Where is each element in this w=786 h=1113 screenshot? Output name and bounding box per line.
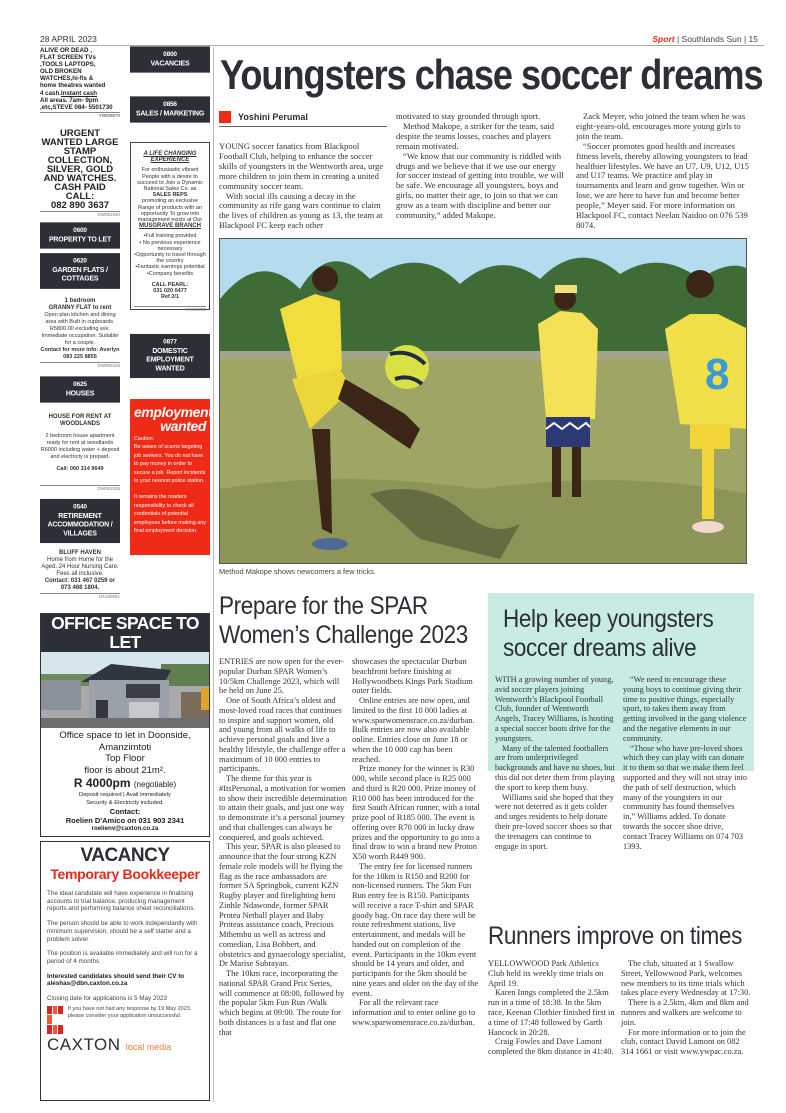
category-label: RETIREMENT ACCOMMODATION / VILLAGES	[47, 512, 113, 538]
contact-label: Contact:	[109, 807, 141, 816]
ad-employment-wanted	[130, 399, 213, 555]
price-note: (negotiable)	[133, 780, 177, 789]
ad-line: GRANNY FLAT to rent	[48, 305, 112, 312]
category-label: VACANCIES	[150, 59, 190, 67]
ad-reference: DW000429	[40, 362, 120, 369]
byline	[219, 111, 387, 127]
contact-phone: Roelien D'Amico on 031 903 2341	[65, 816, 185, 825]
ad-headline: employment	[134, 404, 213, 420]
ad-note: If you have not had any response by 19 May 2023, please consider your application unsuccessful.	[67, 1005, 192, 1019]
ad-house-woodlands	[40, 414, 120, 492]
paragraph: Craig Fowles and Dave Lamont completed the 8km distance in 41:40.	[488, 1037, 614, 1057]
author-name: Yoshini Perumal	[238, 112, 308, 122]
ad-line: All areas. 7am- 9pm	[40, 96, 99, 104]
ad-line: CASH PAID	[54, 181, 106, 193]
help-article-col-1	[495, 675, 615, 851]
ad-paragraph: The position is available immediately and will run for a period of 4 months	[47, 950, 198, 965]
paragraph: Method Makope, a striker for the team, said despite the teams losses, coaches and players remain motivated.	[396, 120, 555, 151]
ad-text: 4 cash.	[40, 89, 61, 97]
ad-bullet: •Company benefits	[146, 270, 194, 277]
headline-line: Help keep youngsters	[503, 605, 714, 633]
ad-contact: Contact: 031 467 0259 or 073 468 1804.	[44, 578, 116, 592]
ad-bullet: •Full training provided	[143, 233, 197, 240]
ad-contact-label: CALL PEARL:	[151, 281, 189, 288]
runners-headline: Runners improve on times	[488, 922, 742, 950]
paragraph: The 10km race, incorporating the national SPAR Grand Prix Series, will commence at 08:00, followed by the popular 5km Fun Run /Walk which begins at 09:00. The route for both distances is a fast and flat one that	[219, 969, 345, 1037]
main-article-col-2	[396, 112, 566, 221]
headline-line: Prepare for the SPAR	[219, 592, 428, 620]
page-date: 28 APRIL 2023	[40, 34, 97, 44]
vacancy-ad	[40, 841, 210, 1101]
paragraph: “Those who have pre-loved shoes which they can play with can donate it to them so that we make them feel supported and they will not stray into the path of self destruction, which many of the youngsters in our community has found themselves in,” Williams added. To donate towards the soccer shoe drive, contact Tracey Williams on 074 703 1393.	[623, 743, 747, 851]
publication-name: Southlands Sun	[681, 34, 742, 44]
building-image	[41, 652, 209, 728]
ad-line: 082 890 3637	[50, 199, 110, 211]
help-article-col-2	[623, 675, 748, 851]
ad-line: home theatres wanted	[40, 82, 106, 90]
help-headline	[503, 605, 713, 663]
category-code: 0600	[73, 226, 87, 234]
ad-line: URGENT	[59, 127, 101, 139]
paragraph: Prize money for the winner is R30 000, while second place is R25 000 and third is R20 000. Prize money of R10 000 has been introduced for the first South African runner, with a total prize pool of R185 000. The event is offering over R70 000 in lucky draw prizes and the opportunity to go into a final draw to win a brand new Proton X50 worth R449 900.	[352, 764, 480, 861]
paragraph: For more information or to join the club, contact David Lamont on 082 314 1661 or visit www.ywpac.co.za.	[621, 1027, 746, 1057]
ad-headline: OFFICE SPACE TO LET	[41, 614, 209, 652]
ad-branch: MUSGRAVE BRANCH	[139, 223, 201, 230]
category-0540	[40, 499, 120, 543]
ad-line: Deposit required | Avail immediately	[79, 792, 171, 798]
runners-article-col-1	[488, 959, 616, 1057]
ad-reference: DW051935	[40, 485, 120, 492]
ad-headline: A LIFE CHANGING EXPERIENCE	[143, 151, 197, 164]
category-code: 0625	[73, 380, 87, 389]
caxton-logo-row	[47, 1006, 203, 1034]
paragraph: Online entries are now open, and limited to the first 10 000 ladies at www.sparwomensrace.co.za/durban. Bulk entries are now also available online. Entries close on June 18 or when the 10 000 cap has been reached.	[352, 696, 475, 764]
classifieds-column-2	[130, 47, 213, 555]
ad-line: OLD BROKEN	[40, 68, 82, 76]
spar-headline	[219, 592, 468, 650]
ad-body: It remains the readers responsibility to check all credentials of potential employees before making any final employment decision.	[134, 494, 206, 535]
paragraph: With social ills causing a decay in the community as rife gang wars continue to claim the lives of children as young as 13, the team at Blackpool FC keep each other	[219, 190, 383, 231]
ad-line: Amanzimtoti	[98, 741, 152, 753]
ad-bullet: •Opportunity to travel through the country	[134, 252, 206, 265]
ad-reference: UX190091	[40, 593, 120, 600]
ad-line: AND WATCHES.	[43, 172, 117, 184]
paragraph: The theme for this year is #ItsPersonal, a motivation for women to show their incredible determination to attain their goals, and just one way to demonstrate it’s a personal journey and that challenges can always be conquered, and goals achieved.	[219, 774, 347, 842]
office-building-photo	[41, 652, 209, 728]
main-article-col-3	[576, 112, 751, 231]
paragraph: YELLOWWOOD Park Athletics Club held its weekly time trials on April 19.	[488, 959, 604, 988]
ad-line: floor is about 21m².	[84, 764, 166, 776]
ad-bluff-haven	[40, 550, 120, 600]
ad-line: COLLECTION,	[47, 154, 113, 166]
ad-reference: YN005730	[134, 306, 206, 313]
category-label: SALES / MARKETING	[135, 109, 205, 117]
ad-line: CALL:	[65, 190, 95, 202]
soccer-players-image	[220, 239, 747, 564]
runners-article-col-2	[621, 959, 751, 1057]
ad-body: For enthusiastic vibrant People with a desire to succeed to Join a Dynamic National Sales Co. as	[137, 167, 203, 193]
main-article-col-1	[219, 142, 387, 231]
ad-reference: YN005670	[40, 112, 120, 119]
paragraph: The club, situated at 1 Swallow Street, Yellowwood Park, welcomes new members to its time trials which takes place every Wednesday at 17:30.	[621, 959, 751, 998]
paragraph: This year, SPAR is also pleased to announce that the four strong KZN female role models will be flying the flag as the race ambassadors are former SA Springbok, current KZN Rugby player and firelighting hero Zinhle Ndawonde, former SPAR Protea Netball player and Baby Proteas assistance coach, Precious Mthembu as well as actress and comedian, Lisa Bobbert, and obstetrics and gynaecology specialist, Dr Marise Subrayan.	[219, 842, 346, 969]
category-label: PROPERTY TO LET	[48, 235, 112, 243]
category-0620	[40, 253, 120, 288]
ad-headline: VACANCY	[80, 845, 170, 866]
ad-text-underlined: Instant cash	[60, 89, 98, 97]
category-code: 0620	[73, 257, 87, 265]
folio-sep: |	[676, 34, 682, 44]
paragraph: One of South Africa’s oldest and most-loved road races that continues to inspire and support women, old and young from all walks of life to achieve personal goals and live a healthy lifestyle, the challenge offer a maximum of 10 000 entries to participants.	[219, 696, 346, 774]
paragraph: “We need to encourage these young boys to continue giving their time to positive things, especially sport, to takes them away from getting involved in the gang violence and the negative elements in our community.	[623, 675, 747, 743]
brand-name: CAXTON	[47, 1034, 121, 1054]
ad-price	[43, 776, 207, 792]
paragraph: showcases the spectacular Durban beachfront before finishing at Hollywoodbets Kings Park Stadium outer fields.	[352, 657, 473, 696]
category-label: HOUSES	[65, 389, 95, 398]
ad-body: 2 bedroom house apartment ready for rent at woodlands R6000 including water + deposit and electricty is prepaid.	[40, 433, 120, 461]
paragraph: “We know that our community is riddled with drugs and we believe that if we use our energy for soccer instead of getting into trouble, we will be safe. We encourage all youngsters, boys and girls, no matter their age, to join so that we can grow as a team with discipline and better our community,” added Makope.	[396, 150, 564, 221]
soccer-photo	[219, 238, 747, 564]
ad-title: HOUSE FOR RENT AT WOODLANDS	[48, 414, 112, 428]
paragraph: There is a 2.5km, 4km and 8km and runners and walkers are welcome to join.	[621, 998, 749, 1027]
category-0856	[130, 96, 210, 122]
ad-paragraph: Interested candidates should send their CV to aleshas@dbn.caxton.co.za	[47, 972, 185, 988]
ad-body: Be aware of scams targeting job seekers. You do not have to pay money in order to secure a job. Report incidents to your nearest police station.	[134, 444, 206, 485]
paragraph: Karen Inngs completed the 2.5km run in a time of 18:38. In the 5km race, Keenan Clothier finished first in a time of 17:48 followed by Garth Hancock in 20:28.	[488, 988, 615, 1037]
ad-title: BLUFF HAVEN	[59, 550, 101, 557]
paragraph: motivated to stay grounded through sport.	[396, 111, 541, 121]
ad-role: Temporary Bookkeeper	[50, 866, 200, 882]
ad-line: WATCHES,hi-fis &	[40, 75, 94, 83]
spar-article-col-2	[352, 657, 480, 1028]
contact-email: roelienv@caxton.co.za	[91, 825, 159, 832]
page-number: 15	[748, 34, 758, 44]
paragraph: “Soccer promotes good health and increases fitness levels, thereby allowing youngsters to lead healthier lifestyles. We have an U7, U9, U12, U15 and U17 teams. We practice and play in tournaments and learn and grow together. Win or lose, we are here to have fun and become better people,” Meyer said. For more information on Blackpool FC, contact Neelan Naidoo on 076 539 8074.	[576, 140, 749, 230]
ad-line: Security & Electricity included.	[86, 799, 164, 806]
ad-line: STAMP	[63, 145, 97, 157]
ad-line: ,etc,STEVE 084- 5501730	[40, 103, 113, 111]
main-headline: Youngsters chase soccer dreams	[220, 51, 763, 98]
ad-line: WANTED LARGE	[41, 136, 119, 148]
category-code: 0800	[163, 50, 177, 58]
page-folio	[652, 34, 758, 44]
ad-paragraph: Closing date for applications is 5 May 2023	[47, 995, 168, 1003]
ad-contact: Call: 060 314 9649	[56, 466, 104, 473]
ad-paragraph: The ideal candidate will have experience in finalising accounts to trial balance, producing management reports and performing balance sheet reconciliations.	[47, 890, 196, 913]
category-0877	[130, 334, 210, 378]
photo-caption: Method Makope shows newcomers a few tricks.	[219, 567, 376, 576]
ad-line: Top Floor	[105, 753, 145, 764]
brand-sub: local media	[125, 1041, 172, 1052]
ad-line: ALIVE OR DEAD ,	[40, 47, 92, 54]
ad-sales-reps	[130, 142, 210, 313]
paragraph: YOUNG soccer fanatics from Blackpool Football Club, helping to enhance the soccer skills of youngsters in the Wentworth area, urge more children to join them in creating a united community soccer team.	[219, 141, 384, 191]
ad-granny-flat	[40, 298, 120, 369]
column-rule	[213, 47, 214, 1102]
ad-contact: Contact for more info: Averlyn 083 225 8855	[40, 347, 120, 361]
folio-sep: |	[743, 34, 749, 44]
ad-urgent-stamps	[40, 129, 120, 218]
category-label: DOMESTIC EMPLOYMENT WANTED	[146, 347, 194, 373]
paragraph: Zack Meyer, who joined the team when he was eight-years-old, encourages more young girls to join the team.	[576, 111, 746, 141]
paragraph: For all the relevant race information and to enter online go to www.sparwomensrace.co.za/durban.	[352, 998, 476, 1027]
ad-bullet: •Fantastic earnings potential	[135, 264, 205, 271]
paragraph: Williams said she hoped that they were not deterred as it gets colder and urges residents to help donate their pre-loved soccer shoes so that the teenagers can continue to engage in sport.	[495, 792, 614, 851]
ad-phone: 031 020 0477	[153, 288, 187, 295]
ad-headline: wanted	[160, 418, 206, 434]
ad-alive-or-dead	[40, 47, 120, 119]
ad-body: Home from Home for the Aged. 24 Hour Nursing Care. Fees all inclusive.	[41, 557, 119, 578]
ad-line: Office space to let in Doonside,	[59, 730, 191, 741]
ad-refno: Ref 2/1	[160, 294, 180, 301]
spar-article-col-1	[219, 657, 347, 1037]
ad-paragraph: The person should be able to work independantly with minimum supervision, should be a self starter and a problem solver	[47, 920, 198, 943]
ad-bullets	[134, 233, 206, 276]
section-label: Sport	[652, 34, 675, 44]
ad-bullet: • No previous experience necessary	[139, 239, 201, 252]
svg-text:8: 8	[705, 350, 730, 399]
caxton-logo-icon	[47, 1006, 63, 1034]
ad-reference: DW051940	[40, 211, 120, 218]
category-0625	[40, 377, 120, 403]
ad-body: promoting an exclusive Range of products with an opportunity To grow into management exists at Our	[137, 198, 203, 224]
ad-line: 1 bedroom	[64, 298, 96, 305]
category-code: 0540	[73, 503, 87, 511]
ad-line: FLAT SCREEN TVs	[40, 54, 96, 62]
office-space-ad	[40, 613, 210, 837]
ad-role: SALES REPS	[152, 192, 188, 199]
byline-marker-icon	[219, 111, 231, 123]
headline-line: soccer dreams alive	[503, 634, 697, 662]
paragraph: ENTRIES are now open for the ever-popular Durban SPAR Women’s 10/5km Challenge 2023, which will be held on June 25.	[219, 657, 344, 696]
office-ad-body	[41, 728, 209, 836]
ad-body: Open plan kitchen and dining area with Built in cupboards. R5800.00 excluding w/e. Immediate occupation. Suitable for a couple.	[41, 312, 119, 347]
headline-line: Women’s Challenge 2023	[219, 621, 468, 649]
classifieds-column-1	[40, 47, 120, 600]
category-code: 0856	[163, 100, 177, 108]
category-label: GARDEN FLATS / COTTAGES	[52, 266, 108, 283]
price-value: R 4000pm	[73, 776, 131, 790]
ad-line	[40, 90, 120, 97]
paragraph: The entry fee for licensed runners for the 10km is R150 and R200 for non-licensed runners. The 5km Fun Run entry fee is R150. Participants will receive a race T-shirt and SPAR goody bag. On race day there will be route refreshment stations, live entertainment, and medals will be handed out on completion of the event. Participants in the 10km event should be 14 years and older, and participants for the 5km should be nine years and older on the day of the event.	[352, 861, 479, 998]
category-0800	[130, 46, 210, 72]
category-0600	[40, 222, 120, 248]
help-article-box	[488, 593, 754, 851]
ad-caution: Caution:	[134, 436, 155, 442]
caxton-brand	[47, 1035, 203, 1055]
ad-line: ,TOOLS LAPTOPS,	[40, 61, 96, 69]
category-code: 0877	[163, 338, 177, 346]
paragraph: WITH a growing number of young, avid soccer players joining Wentworth’s Blackpool Football Club, founder of Wentworth Angels, Tracey Williams, is hosting a special soccer boots drive for the youngsters.	[495, 675, 614, 743]
ad-line: SILVER, GOLD	[46, 163, 114, 175]
paragraph: Many of the talented footballers are from underprivileged backgrounds and have no shoes, but this did not deter them from playing the sport to keep them busy.	[495, 743, 615, 792]
